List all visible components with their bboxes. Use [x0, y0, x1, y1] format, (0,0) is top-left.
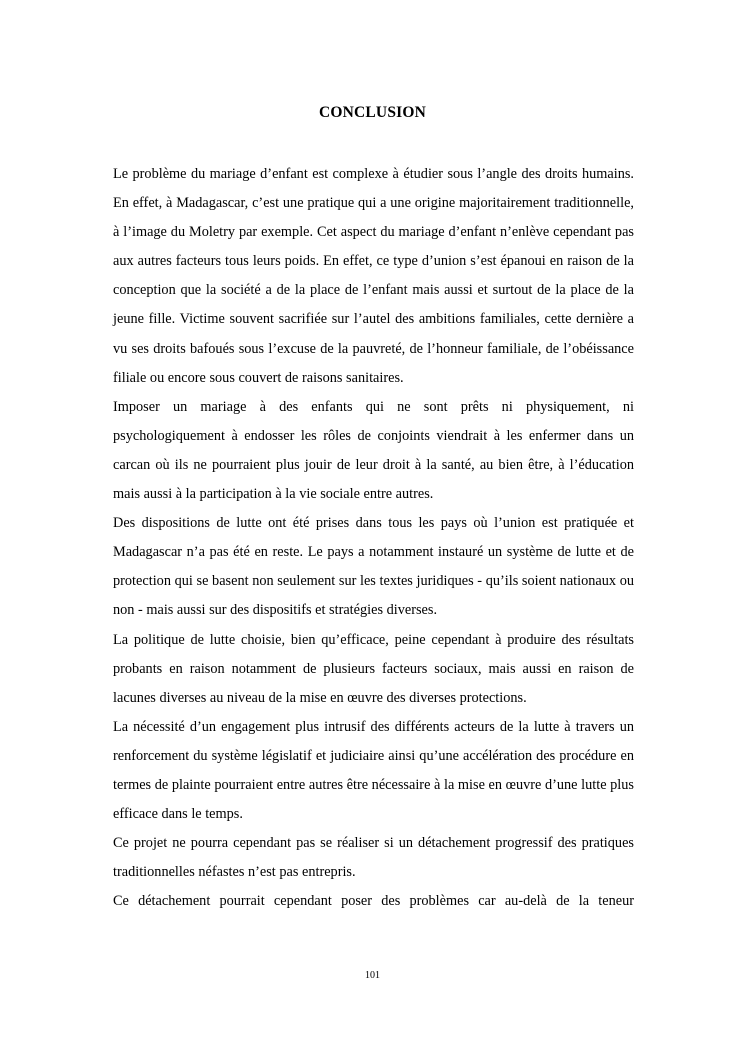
- paragraph: Ce projet ne pourra cependant pas se réaliser si un détachement progressif des pratiques traditionnelles néfastes n’est pas entrepris.: [113, 835, 634, 881]
- paragraph: Ce détachement pourrait cependant poser des problèmes car au-delà de la teneur: [113, 893, 634, 910]
- paragraph: La politique de lutte choisie, bien qu’efficace, peine cependant à produire des résultats probants en raison notamment de plusieurs facteurs sociaux, mais aussi en raison de lacunes diverses au niveau de la mise en œuvre des diverses protections.: [113, 631, 634, 706]
- body-text: [113, 160, 634, 916]
- paragraph: Imposer un mariage à des enfants qui ne sont prêts ni physiquement, ni psychologiquement à endosser les rôles de conjoints viendrait à les enfermer dans un carcan où ils ne pourraient plus jouir de leur droit à la santé, au bien être, à l’éducation mais aussi à la participation à la vie sociale entre autres.: [113, 398, 634, 503]
- paragraph: Des dispositions de lutte ont été prises dans tous les pays où l’union est pratiquée et Madagascar n’a pas été en reste. Le pays a notamment instauré un système de lutte et de protection qui se basent non seulement sur les textes juridiques - qu’ils soient nationaux ou non - mais aussi sur des dispositifs et stratégies diverses.: [113, 515, 634, 619]
- paragraph: La nécessité d’un engagement plus intrusif des différents acteurs de la lutte à travers un renforcement du système législatif et judiciaire ainsi qu’une accélération des procédure en termes de plainte pourraient entre autres être nécessaire à la mise en œuvre d’une lutte plus efficace dans le temps.: [113, 718, 634, 823]
- page-number: 101: [365, 970, 380, 981]
- paragraph: Le problème du mariage d’enfant est complexe à étudier sous l’angle des droits humains. En effet, à Madagascar, c’est une pratique qui a une origine majoritairement traditionnelle, à l’image du Moletry par exemple. Cet aspect du mariage d’enfant n’enlève cependant pas aux autres facteurs tous leurs poids. En effet, ce type d’union s’est épanoui en raison de la conception que la société a de la place de l’enfant mais aussi et surtout de la place de la jeune fille. Victime souvent sacrifiée sur l’autel des ambitions familiales, cette dernière a vu ses droits bafoués sous l’excuse de la pauvreté, de l’honneur familiale, de l’obéissance filiale ou encore sous couvert de raisons sanitaires.: [113, 166, 634, 386]
- page-title: CONCLUSION: [318, 104, 427, 121]
